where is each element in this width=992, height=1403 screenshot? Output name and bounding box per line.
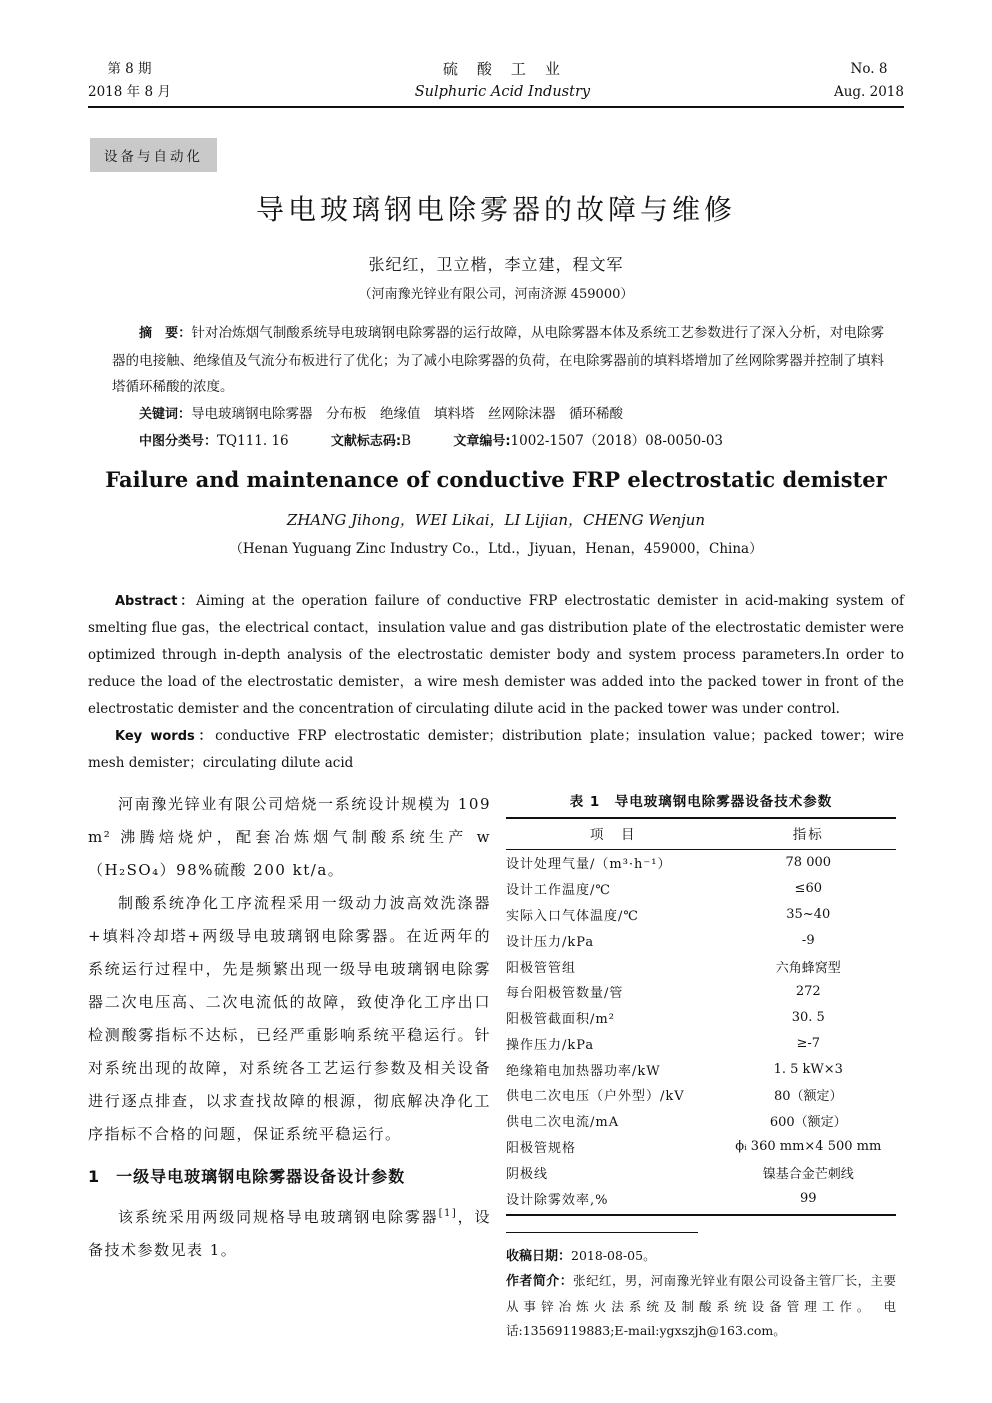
parameters-table bbox=[506, 817, 896, 1216]
section-heading-1 bbox=[88, 1164, 491, 1187]
right-column bbox=[506, 790, 896, 1344]
received-date-line bbox=[506, 1244, 896, 1270]
table-cell-item: 操作压力/kPa bbox=[506, 1037, 595, 1053]
english-authors: ZHANG Jihong，WEI Likai，LI Lijian，CHENG Wenjun bbox=[286, 511, 706, 529]
article-id-value: 1002-1507（2018）08-0050-03 bbox=[510, 433, 724, 449]
table-cell-value: 35~40 bbox=[786, 906, 831, 922]
english-keywords-text: conductive FRP electrostatic demister；distribution plate；insulation value；packed tower；wire mesh demister；circulating dilute acid bbox=[88, 728, 904, 771]
table-cell-value: -9 bbox=[801, 932, 815, 948]
table-cell-item: 供电二次电压（户外型）/kV bbox=[506, 1089, 685, 1105]
doc-code-label: 文献标志码: bbox=[330, 434, 402, 449]
header-date-en: Aug. 2018 bbox=[833, 84, 904, 100]
table-cell-value: 80（额定） bbox=[773, 1089, 843, 1105]
column-tag-badge: 设备与自动化 bbox=[90, 138, 217, 172]
doc-code-value: B bbox=[401, 433, 412, 449]
english-abstract-text: Aiming at the operation failure of conductive FRP electrostatic demister in acid-making system of smelting flue gas，the electrical contact，insulation value and gas distribution plate of the electrostatic demister were optimized through in-depth analysis of the electrostatic demister body and system process parameters.In order to reduce the load of the electrostatic demister，a wire mesh demister was added into the packed tower in front of the electrostatic demister and the concentration of circulating dilute acid in the packed tower was under control. bbox=[88, 593, 904, 717]
table-cell-value: ϕᵢ 360 mm×4 500 mm bbox=[735, 1138, 882, 1154]
table-row bbox=[506, 1030, 896, 1056]
table-cell-value: 99 bbox=[721, 1185, 896, 1214]
table-row bbox=[506, 1134, 896, 1160]
abstract-label: 摘 要： bbox=[139, 326, 192, 341]
paragraph-3-tail: ，设备技术参数见表 1。 bbox=[88, 1208, 491, 1259]
abstract-paragraph bbox=[112, 320, 884, 401]
journal-title-en: Sulphuric Acid Industry bbox=[414, 84, 591, 100]
keywords-label: 关键词： bbox=[139, 406, 192, 422]
table-cell-item: 阳极管截面积/m² bbox=[506, 1012, 615, 1028]
article-authors: 张纪红，卫立楷，李立建，程文军 bbox=[368, 255, 624, 274]
clc-value: TQ111. 16 bbox=[217, 433, 289, 449]
english-keywords-label: Key words： bbox=[115, 729, 216, 744]
table-cell-value: 600（额定） bbox=[769, 1115, 847, 1131]
table-cell-value: 78 000 bbox=[785, 855, 832, 871]
table-cell-value: 六角蜂窝型 bbox=[775, 960, 841, 976]
author-bio-line bbox=[506, 1269, 896, 1344]
author-bio-label: 作者简介： bbox=[506, 1274, 574, 1290]
journal-header bbox=[88, 58, 904, 108]
table-row bbox=[506, 953, 896, 979]
table-body bbox=[506, 850, 896, 1215]
header-date-cn: 2018 年 8 月 bbox=[88, 84, 171, 100]
keywords-text: 导电玻璃钢电除雾器 分布板 绝缘值 填料塔 丝网除沫器 循环稀酸 bbox=[191, 405, 624, 422]
table-header-value: 指标 bbox=[721, 818, 896, 850]
table-cell-value: 272 bbox=[795, 984, 821, 1000]
paragraph-3-text: 该系统采用两级同规格导电玻璃钢电除雾器 bbox=[118, 1208, 439, 1226]
table-row bbox=[506, 1005, 896, 1031]
table-row bbox=[506, 1185, 896, 1214]
table-header bbox=[506, 818, 896, 850]
table-cell-item: 阳极管规格 bbox=[506, 1140, 577, 1156]
table-cell-item: 阴极线 bbox=[506, 1166, 549, 1182]
table-cell-item: 供电二次电流/mA bbox=[506, 1115, 620, 1131]
header-issue-en: No. 8 bbox=[850, 61, 888, 77]
meta-line bbox=[112, 428, 884, 456]
table-row bbox=[506, 902, 896, 928]
clc-pair bbox=[139, 433, 289, 449]
left-column bbox=[88, 788, 491, 1267]
table-cell-value: ≥-7 bbox=[796, 1035, 821, 1051]
abstract-text: 针对冶炼烟气制酸系统导电玻璃钢电除雾器的运行故障，从电除雾器本体及系统工艺参数进行了深入分析，对电除雾器的电接触、绝缘值及气流分布板进行了优化；为了减小电除雾器的负荷，在电除雾器前的填料塔增加了丝网除雾器并控制了填料塔循环稀酸的浓度。 bbox=[112, 325, 884, 395]
table-cell-item: 阳极管管组 bbox=[506, 960, 577, 976]
header-center bbox=[415, 58, 590, 104]
table-row bbox=[506, 1082, 896, 1108]
table-cell-item: 设计工作温度/℃ bbox=[506, 883, 611, 899]
table-cell-item: 实际入口气体温度/℃ bbox=[506, 908, 639, 924]
english-affiliation: （Henan Yuguang Zinc Industry Co.，Ltd.，Jiyuan，Henan，459000，China） bbox=[229, 541, 763, 557]
table-row bbox=[506, 876, 896, 902]
english-title: Failure and maintenance of conductive FRP electrostatic demister bbox=[105, 467, 887, 492]
footnote-block bbox=[506, 1232, 896, 1344]
english-keywords-line bbox=[88, 723, 904, 777]
header-right bbox=[834, 58, 904, 104]
table-cell-item: 设计除雾效率,% bbox=[506, 1185, 721, 1214]
clc-label: 中图分类号： bbox=[139, 434, 218, 449]
table-row bbox=[506, 850, 896, 876]
received-date-value: 2018-08-05。 bbox=[571, 1247, 656, 1263]
english-abstract-paragraph bbox=[88, 588, 904, 723]
body-paragraph-2: 制酸系统净化工序流程采用一级动力波高效洗涤器+填料冷却塔+两级导电玻璃钢电除雾器。在近两年的系统运行过程中，先是频繁出现一级导电玻璃钢电除雾器二次电压高、二次电流低的故障，致使净化工序出口检测酸雾指标不达标，已经严重影响系统平稳运行。针对系统出现的故障，对系统各工艺运行参数及相关设备进行逐点排查，以求查找故障的根源，彻底解决净化工序指标不合格的问题，保证系统平稳运行。 bbox=[88, 894, 491, 1143]
article-title: 导电玻璃钢电除雾器的故障与维修 bbox=[255, 193, 736, 226]
body-paragraph-3 bbox=[88, 1197, 491, 1267]
table-row bbox=[506, 1056, 896, 1082]
body-paragraph-1: 河南豫光锌业有限公司焙烧一系统设计规模为 109 m² 沸腾焙烧炉，配套冶炼烟气制酸系统生产 w（H₂SO₄）98%硫酸 200 kt/a。 bbox=[88, 795, 491, 879]
table-title: 表 1 导电玻璃钢电除雾器设备技术参数 bbox=[569, 794, 833, 810]
table-cell-item: 设计压力/kPa bbox=[506, 934, 595, 950]
header-left bbox=[88, 58, 171, 104]
table-cell-item: 设计处理气量/（m³·h⁻¹） bbox=[506, 857, 672, 873]
table-row bbox=[506, 979, 896, 1005]
author-bio-text: 张纪红，男，河南豫光锌业有限公司设备主管厂长，主要从事锌冶炼火法系统及制酸系统设备管理工作。 电话:13569119883;E-mail:ygxszjh@163.com。 bbox=[506, 1273, 896, 1339]
table-header-item: 项 目 bbox=[506, 818, 721, 850]
table-cell-item: 每台阳极管数量/管 bbox=[506, 986, 624, 1002]
keywords-line bbox=[112, 401, 884, 429]
article-affiliation: （河南豫光锌业有限公司，河南济源 459000） bbox=[358, 287, 634, 302]
section-number: 1 bbox=[88, 1167, 101, 1186]
table-row bbox=[506, 1108, 896, 1134]
citation-superscript: [1] bbox=[438, 1208, 458, 1219]
article-id-pair bbox=[453, 433, 723, 449]
chinese-abstract-block bbox=[112, 320, 884, 456]
table-row bbox=[506, 927, 896, 953]
table-row bbox=[506, 1159, 896, 1185]
table-cell-item: 绝缘箱电加热器功率/kW bbox=[506, 1063, 661, 1079]
table-cell-value: 1. 5 kW×3 bbox=[773, 1061, 843, 1077]
table-cell-value: 30. 5 bbox=[791, 1010, 825, 1026]
english-heading-block bbox=[0, 467, 992, 557]
footnote-divider bbox=[506, 1232, 698, 1233]
table-cell-value: 镍基合金芒刺线 bbox=[762, 1166, 854, 1182]
header-issue-cn: 第 8 期 bbox=[107, 61, 152, 77]
article-id-label: 文章编号: bbox=[453, 434, 511, 449]
received-date-label: 收稿日期： bbox=[506, 1248, 572, 1264]
table-cell-value: ≤60 bbox=[794, 881, 822, 897]
english-abstract-label: Abstract： bbox=[115, 594, 197, 609]
english-abstract-block bbox=[88, 588, 904, 777]
doc-code-pair bbox=[331, 433, 411, 449]
journal-title-cn: 硫 酸 工 业 bbox=[442, 60, 562, 78]
table-header-row bbox=[506, 818, 896, 850]
section-title: 一级导电玻璃钢电除雾器设备设计参数 bbox=[116, 1167, 406, 1186]
